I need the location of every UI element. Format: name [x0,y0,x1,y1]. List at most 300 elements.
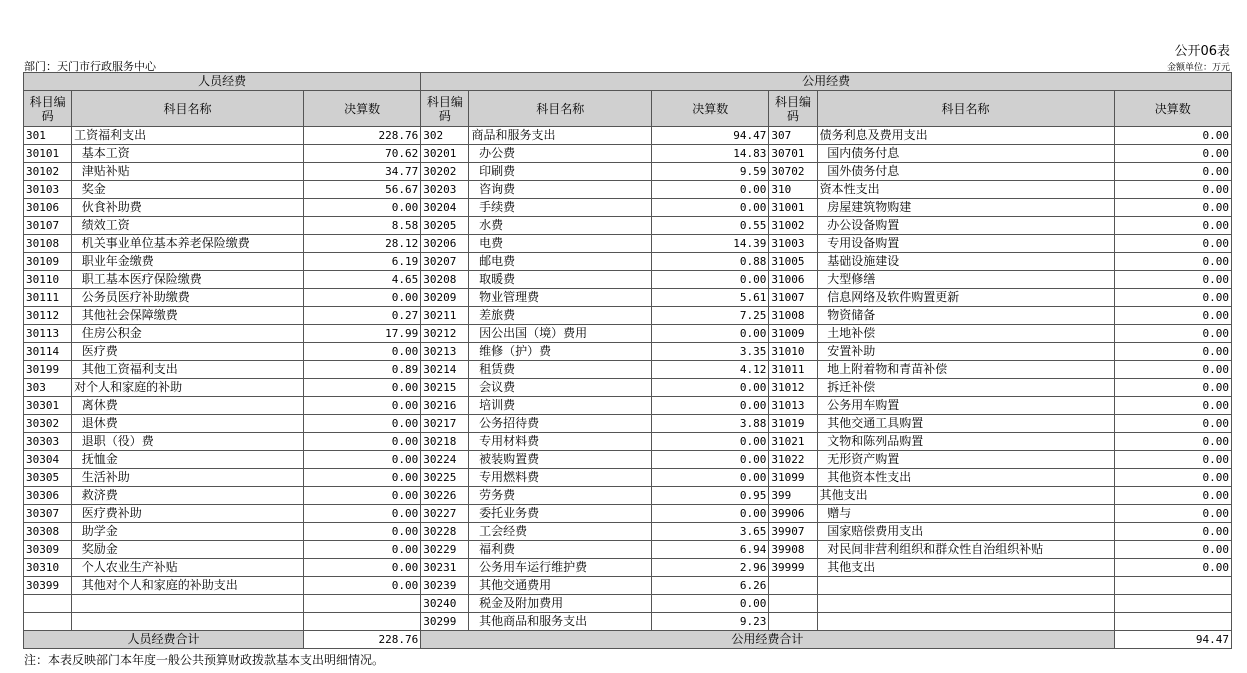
cell-amount: 0.00 [1114,397,1231,415]
cell-amount: 0.00 [303,415,420,433]
cell-name: 退休费 [72,415,304,433]
cell-amount: 0.00 [652,595,769,613]
cell-amount: 0.00 [1114,163,1231,181]
cell-name: 职业年金缴费 [72,253,304,271]
cell-name: 专用材料费 [469,433,652,451]
cell-amount: 0.00 [303,199,420,217]
cell-name: 福利费 [469,541,652,559]
cell-code: 30203 [421,181,469,199]
cell-code: 30301 [24,397,72,415]
cell-code: 31021 [769,433,817,451]
cell-name: 地上附着物和青苗补偿 [817,361,1114,379]
cell-amount: 228.76 [303,127,420,145]
group-personnel: 人员经费 [24,73,421,91]
cell-amount: 0.00 [303,559,420,577]
cell-amount: 0.00 [1114,505,1231,523]
cell-name: 个人农业生产补贴 [72,559,304,577]
cell-amount: 8.58 [303,217,420,235]
cell-code: 30216 [421,397,469,415]
cell-code: 30206 [421,235,469,253]
expenditure-table [23,72,1232,649]
cell-name: 其他对个人和家庭的补助支出 [72,577,304,595]
cell-amount: 0.00 [1114,433,1231,451]
cell-code: 30111 [24,289,72,307]
cell-name: 税金及附加费用 [469,595,652,613]
cell-amount: 0.00 [652,271,769,289]
cell-name: 取暖费 [469,271,652,289]
cell-name: 公务用车运行维护费 [469,559,652,577]
cell-name: 离休费 [72,397,304,415]
cell-name: 信息网络及软件购置更新 [817,289,1114,307]
cell-code: 30199 [24,361,72,379]
cell-code: 30212 [421,325,469,343]
cell-name: 培训费 [469,397,652,415]
cell-code: 302 [421,127,469,145]
table-row [24,217,1232,235]
table-row [24,469,1232,487]
cell-amount: 0.00 [1114,325,1231,343]
cell-name: 债务利息及费用支出 [817,127,1114,145]
table-row [24,613,1232,631]
cell-code: 30231 [421,559,469,577]
cell-name: 手续费 [469,199,652,217]
cell-amount: 4.12 [652,361,769,379]
cell-code: 30102 [24,163,72,181]
cell-amount: 3.88 [652,415,769,433]
table-row [24,379,1232,397]
cell-code: 31006 [769,271,817,289]
cell-code: 31008 [769,307,817,325]
cell-name: 对个人和家庭的补助 [72,379,304,397]
col-name-3: 科目名称 [817,91,1114,127]
cell-name: 会议费 [469,379,652,397]
cell-code: 31010 [769,343,817,361]
cell-name [817,577,1114,595]
cell-name: 租赁费 [469,361,652,379]
cell-amount: 9.59 [652,163,769,181]
cell-code: 30103 [24,181,72,199]
cell-amount: 0.00 [1114,181,1231,199]
cell-name: 办公费 [469,145,652,163]
cell-amount: 0.88 [652,253,769,271]
table-row [24,199,1232,217]
cell-code: 301 [24,127,72,145]
cell-amount: 0.00 [303,577,420,595]
table-row [24,505,1232,523]
cell-name: 机关事业单位基本养老保险缴费 [72,235,304,253]
cell-amount: 0.00 [1114,307,1231,325]
cell-amount: 0.00 [1114,541,1231,559]
cell-amount: 7.25 [652,307,769,325]
cell-name: 基本工资 [72,145,304,163]
cell-code: 30240 [421,595,469,613]
cell-name: 国家赔偿费用支出 [817,523,1114,541]
cell-code: 30302 [24,415,72,433]
cell-amount: 0.00 [1114,523,1231,541]
cell-amount: 0.00 [652,325,769,343]
cell-code: 30307 [24,505,72,523]
cell-code: 30107 [24,217,72,235]
cell-amount: 34.77 [303,163,420,181]
cell-name: 公务用车购置 [817,397,1114,415]
cell-amount: 9.23 [652,613,769,631]
cell-code [24,595,72,613]
cell-amount: 0.00 [652,181,769,199]
cell-amount: 0.00 [1114,235,1231,253]
cell-amount: 6.19 [303,253,420,271]
cell-name: 其他支出 [817,559,1114,577]
cell-name: 资本性支出 [817,181,1114,199]
cell-amount: 0.00 [303,397,420,415]
cell-code: 30299 [421,613,469,631]
cell-name: 大型修缮 [817,271,1114,289]
cell-name: 办公设备购置 [817,217,1114,235]
cell-code: 31099 [769,469,817,487]
cell-amount: 94.47 [652,127,769,145]
col-amount-1: 决算数 [303,91,420,127]
cell-amount: 0.00 [303,289,420,307]
cell-code: 30304 [24,451,72,469]
cell-name: 专用设备购置 [817,235,1114,253]
cell-name: 差旅费 [469,307,652,325]
cell-code: 30306 [24,487,72,505]
cell-amount: 0.00 [652,379,769,397]
col-code-1: 科目编码 [24,91,72,127]
group-public: 公用经费 [421,73,1232,91]
cell-code: 30239 [421,577,469,595]
cell-code: 30108 [24,235,72,253]
cell-amount: 0.00 [652,451,769,469]
cell-name: 专用燃料费 [469,469,652,487]
cell-code: 31009 [769,325,817,343]
cell-amount: 14.39 [652,235,769,253]
cell-code: 30702 [769,163,817,181]
cell-code: 30701 [769,145,817,163]
cell-name: 公务员医疗补助缴费 [72,289,304,307]
cell-name [72,595,304,613]
cell-amount: 0.55 [652,217,769,235]
cell-name: 职工基本医疗保险缴费 [72,271,304,289]
table-row [24,145,1232,163]
table-row [24,127,1232,145]
cell-amount: 3.65 [652,523,769,541]
cell-name: 生活补助 [72,469,304,487]
cell-name: 医疗费补助 [72,505,304,523]
cell-code: 30224 [421,451,469,469]
cell-code: 30218 [421,433,469,451]
cell-amount: 0.00 [1114,217,1231,235]
cell-code: 30204 [421,199,469,217]
cell-name: 无形资产购置 [817,451,1114,469]
cell-amount: 0.00 [1114,379,1231,397]
cell-amount: 0.95 [652,487,769,505]
cell-name: 国外债务付息 [817,163,1114,181]
cell-amount: 0.00 [1114,559,1231,577]
public-total-label: 公用经费合计 [421,631,1114,649]
cell-code: 31012 [769,379,817,397]
cell-code: 31001 [769,199,817,217]
cell-amount: 0.00 [1114,199,1231,217]
cell-code [769,595,817,613]
table-row [24,289,1232,307]
cell-code: 30114 [24,343,72,361]
cell-code: 30213 [421,343,469,361]
cell-code [24,613,72,631]
cell-amount: 0.00 [1114,145,1231,163]
table-number: 公开06表 [1174,44,1230,59]
table-row [24,523,1232,541]
col-code-2: 科目编码 [421,91,469,127]
cell-name: 退职（役）费 [72,433,304,451]
cell-code: 39906 [769,505,817,523]
personnel-total-value: 228.76 [303,631,420,649]
cell-name: 印刷费 [469,163,652,181]
col-name-1: 科目名称 [72,91,304,127]
table-row [24,415,1232,433]
cell-name: 其他交通工具购置 [817,415,1114,433]
cell-amount [303,595,420,613]
cell-code: 31011 [769,361,817,379]
cell-code: 30399 [24,577,72,595]
cell-amount [303,613,420,631]
cell-code: 31005 [769,253,817,271]
cell-name: 救济费 [72,487,304,505]
table-row [24,487,1232,505]
cell-amount: 0.00 [303,469,420,487]
cell-name: 因公出国（境）费用 [469,325,652,343]
table-row [24,343,1232,361]
cell-name: 其他社会保障缴费 [72,307,304,325]
cell-amount: 28.12 [303,235,420,253]
table-row [24,307,1232,325]
table-row [24,253,1232,271]
cell-name: 助学金 [72,523,304,541]
cell-amount: 0.00 [1114,469,1231,487]
cell-name: 奖金 [72,181,304,199]
cell-amount: 0.00 [303,343,420,361]
cell-name: 津贴补贴 [72,163,304,181]
public-total-value: 94.47 [1114,631,1231,649]
cell-amount: 0.00 [303,541,420,559]
cell-name: 电费 [469,235,652,253]
cell-name: 委托业务费 [469,505,652,523]
cell-name: 绩效工资 [72,217,304,235]
cell-code: 30109 [24,253,72,271]
cell-name: 抚恤金 [72,451,304,469]
cell-code: 30309 [24,541,72,559]
cell-name: 咨询费 [469,181,652,199]
cell-code: 31007 [769,289,817,307]
cell-name: 被装购置费 [469,451,652,469]
cell-code: 31022 [769,451,817,469]
cell-amount [1114,595,1231,613]
table-row [24,559,1232,577]
cell-amount: 17.99 [303,325,420,343]
cell-name: 其他商品和服务支出 [469,613,652,631]
cell-code: 30101 [24,145,72,163]
cell-amount: 3.35 [652,343,769,361]
cell-amount: 56.67 [303,181,420,199]
cell-amount: 0.27 [303,307,420,325]
cell-code: 30106 [24,199,72,217]
cell-name: 工资福利支出 [72,127,304,145]
unit-label: 金额单位：万元 [1166,63,1230,73]
cell-amount: 0.00 [652,433,769,451]
cell-name: 拆迁补偿 [817,379,1114,397]
cell-name: 物业管理费 [469,289,652,307]
cell-code: 30209 [421,289,469,307]
table-row [24,451,1232,469]
cell-amount: 0.00 [303,487,420,505]
cell-amount: 6.94 [652,541,769,559]
cell-name: 邮电费 [469,253,652,271]
cell-name: 安置补助 [817,343,1114,361]
cell-amount [1114,613,1231,631]
cell-code: 30229 [421,541,469,559]
table-row [24,397,1232,415]
cell-name: 住房公积金 [72,325,304,343]
cell-code: 39907 [769,523,817,541]
cell-name: 其他支出 [817,487,1114,505]
table-row [24,235,1232,253]
cell-amount: 0.00 [1114,451,1231,469]
cell-name: 文物和陈列品购置 [817,433,1114,451]
cell-name [817,613,1114,631]
cell-amount: 0.00 [303,379,420,397]
cell-amount: 0.00 [652,397,769,415]
cell-amount [1114,577,1231,595]
cell-code: 30228 [421,523,469,541]
cell-code: 30112 [24,307,72,325]
cell-amount: 0.00 [303,523,420,541]
table-row [24,541,1232,559]
cell-name: 房屋建筑物购建 [817,199,1114,217]
col-amount-2: 决算数 [652,91,769,127]
col-name-2: 科目名称 [469,91,652,127]
cell-amount: 0.00 [303,451,420,469]
cell-name: 公务招待费 [469,415,652,433]
personnel-total-label: 人员经费合计 [24,631,304,649]
cell-name: 其他资本性支出 [817,469,1114,487]
cell-name: 国内债务付息 [817,145,1114,163]
cell-amount: 2.96 [652,559,769,577]
cell-code: 310 [769,181,817,199]
cell-name: 物资储备 [817,307,1114,325]
cell-name: 其他交通费用 [469,577,652,595]
cell-amount: 0.00 [1114,487,1231,505]
cell-name: 赠与 [817,505,1114,523]
footnote: 注：本表反映部门本年度一般公共预算财政拨款基本支出明细情况。 [24,653,385,667]
cell-code: 30205 [421,217,469,235]
cell-name: 维修（护）费 [469,343,652,361]
cell-code: 39999 [769,559,817,577]
cell-amount: 0.00 [1114,253,1231,271]
cell-amount: 0.00 [1114,127,1231,145]
table-row [24,271,1232,289]
cell-code: 30305 [24,469,72,487]
cell-code: 31002 [769,217,817,235]
cell-code: 30110 [24,271,72,289]
cell-code: 30310 [24,559,72,577]
table-row [24,325,1232,343]
cell-name: 医疗费 [72,343,304,361]
table-row [24,361,1232,379]
cell-code: 30303 [24,433,72,451]
cell-amount: 0.00 [1114,415,1231,433]
cell-name: 商品和服务支出 [469,127,652,145]
cell-code: 399 [769,487,817,505]
table-row [24,181,1232,199]
cell-code: 30201 [421,145,469,163]
cell-code: 30202 [421,163,469,181]
table-row [24,433,1232,451]
cell-amount: 0.00 [303,433,420,451]
cell-amount: 70.62 [303,145,420,163]
cell-amount: 0.00 [652,505,769,523]
cell-code: 30113 [24,325,72,343]
cell-name [72,613,304,631]
cell-amount: 0.00 [652,469,769,487]
cell-code: 31003 [769,235,817,253]
cell-name: 奖励金 [72,541,304,559]
cell-amount: 0.00 [652,199,769,217]
cell-name: 基础设施建设 [817,253,1114,271]
cell-code: 30214 [421,361,469,379]
cell-code: 30215 [421,379,469,397]
col-amount-3: 决算数 [1114,91,1231,127]
cell-code [769,577,817,595]
cell-code: 30226 [421,487,469,505]
cell-name: 伙食补助费 [72,199,304,217]
cell-code: 31013 [769,397,817,415]
department-label: 部门：天门市行政服务中心 [24,60,156,73]
cell-code: 30225 [421,469,469,487]
table-row [24,595,1232,613]
cell-amount: 0.00 [1114,289,1231,307]
cell-code [769,613,817,631]
cell-amount: 0.00 [303,505,420,523]
table-row [24,163,1232,181]
cell-amount: 6.26 [652,577,769,595]
cell-code: 30211 [421,307,469,325]
cell-code: 307 [769,127,817,145]
cell-amount: 14.83 [652,145,769,163]
cell-amount: 0.00 [1114,271,1231,289]
cell-code: 303 [24,379,72,397]
cell-code: 30217 [421,415,469,433]
cell-amount: 4.65 [303,271,420,289]
cell-name [817,595,1114,613]
cell-code: 31019 [769,415,817,433]
cell-name: 劳务费 [469,487,652,505]
cell-name: 其他工资福利支出 [72,361,304,379]
cell-name: 土地补偿 [817,325,1114,343]
cell-amount: 0.00 [1114,361,1231,379]
cell-code: 30207 [421,253,469,271]
cell-code: 30227 [421,505,469,523]
table-row [24,577,1232,595]
cell-amount: 5.61 [652,289,769,307]
cell-name: 对民间非营利组织和群众性自治组织补贴 [817,541,1114,559]
cell-code: 30308 [24,523,72,541]
col-code-3: 科目编码 [769,91,817,127]
cell-code: 39908 [769,541,817,559]
cell-name: 水费 [469,217,652,235]
cell-name: 工会经费 [469,523,652,541]
cell-amount: 0.89 [303,361,420,379]
cell-amount: 0.00 [1114,343,1231,361]
cell-code: 30208 [421,271,469,289]
